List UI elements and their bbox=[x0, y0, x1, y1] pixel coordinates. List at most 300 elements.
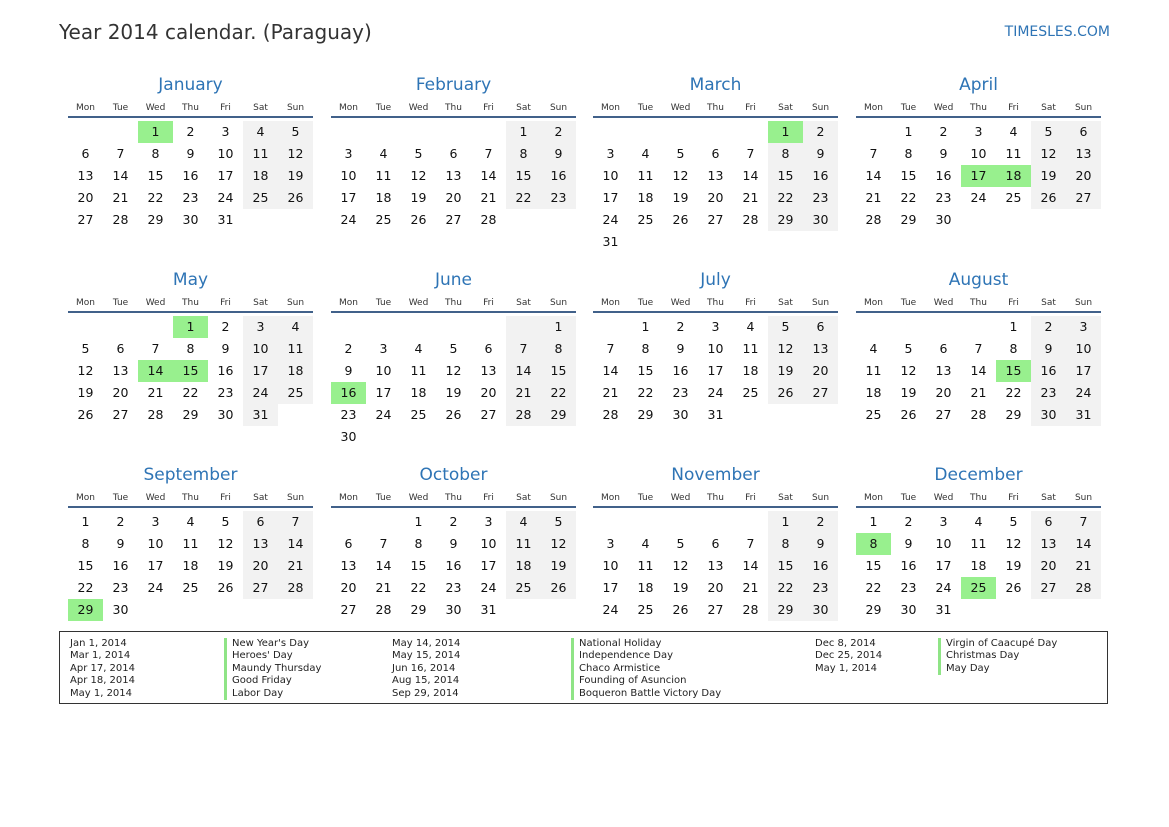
weekday-header: Sat bbox=[768, 100, 803, 118]
day-cell: 5 bbox=[1031, 121, 1066, 143]
day-cell: 23 bbox=[803, 577, 838, 599]
day-cell: 13 bbox=[1031, 533, 1066, 555]
day-cell: 9 bbox=[116, 536, 125, 551]
day-cell: 18 bbox=[970, 558, 987, 573]
day-cell: 24 bbox=[602, 602, 619, 617]
day-cell: 6 bbox=[1031, 511, 1066, 533]
empty-cell bbox=[698, 511, 733, 533]
day-cell: 16 bbox=[900, 558, 917, 573]
legend-date: Apr 18, 2014 bbox=[70, 675, 136, 687]
month-july bbox=[593, 266, 838, 426]
day-cell: 2 bbox=[221, 319, 230, 334]
month-grid bbox=[331, 295, 576, 448]
month-name: December bbox=[934, 465, 1023, 485]
day-cell: 5 bbox=[676, 146, 685, 161]
day-cell: 3 bbox=[1066, 316, 1101, 338]
day-cell: 20 bbox=[1031, 555, 1066, 577]
weekday-header: Mon bbox=[331, 100, 366, 118]
weekday-header: Tue bbox=[366, 100, 401, 118]
day-cell: 27 bbox=[112, 407, 129, 422]
holiday-day-cell: 1 bbox=[138, 121, 173, 143]
month-grid bbox=[593, 490, 838, 621]
weekday-header: Wed bbox=[926, 490, 961, 508]
weekday-header: Tue bbox=[366, 295, 401, 313]
day-cell: 14 bbox=[480, 168, 497, 183]
legend-holiday-name: Chaco Armistice bbox=[571, 663, 721, 675]
day-cell: 4 bbox=[278, 316, 313, 338]
day-cell: 20 bbox=[1066, 165, 1101, 187]
day-cell: 5 bbox=[904, 341, 913, 356]
weekday-header: Sat bbox=[506, 295, 541, 313]
day-cell: 9 bbox=[939, 146, 948, 161]
day-cell: 12 bbox=[217, 536, 234, 551]
legend-date: Dec 8, 2014 bbox=[815, 638, 876, 649]
legend-holiday-name: Boqueron Battle Victory Day bbox=[571, 688, 721, 700]
empty-cell bbox=[436, 316, 471, 338]
weekday-header: Sun bbox=[541, 490, 576, 508]
day-cell: 19 bbox=[672, 190, 689, 205]
day-cell: 22 bbox=[900, 190, 917, 205]
holiday-day-cell: 16 bbox=[331, 382, 366, 404]
day-cell: 6 bbox=[243, 511, 278, 533]
day-cell: 14 bbox=[742, 168, 759, 183]
day-cell: 9 bbox=[904, 536, 913, 551]
month-grid bbox=[593, 295, 838, 426]
weekday-header: Mon bbox=[68, 490, 103, 508]
day-cell: 27 bbox=[340, 602, 357, 617]
day-cell: 28 bbox=[112, 212, 129, 227]
day-cell: 2 bbox=[939, 124, 948, 139]
weekday-header: Sat bbox=[243, 490, 278, 508]
day-cell: 2 bbox=[541, 121, 576, 143]
day-cell: 7 bbox=[116, 146, 125, 161]
day-cell: 7 bbox=[606, 341, 615, 356]
day-cell: 11 bbox=[182, 536, 199, 551]
day-cell: 19 bbox=[445, 385, 462, 400]
day-cell: 5 bbox=[221, 514, 230, 529]
day-cell: 9 bbox=[803, 533, 838, 555]
holiday-day-cell: 25 bbox=[961, 577, 996, 599]
month-name: November bbox=[671, 465, 760, 485]
day-cell: 1 bbox=[641, 319, 650, 334]
day-cell: 23 bbox=[900, 580, 917, 595]
day-cell: 11 bbox=[742, 341, 759, 356]
day-cell: 21 bbox=[970, 385, 987, 400]
holiday-day-cell: 8 bbox=[856, 533, 891, 555]
day-cell: 27 bbox=[77, 212, 94, 227]
day-cell: 20 bbox=[707, 190, 724, 205]
day-cell: 9 bbox=[344, 363, 353, 378]
day-cell: 7 bbox=[151, 341, 160, 356]
weekday-header: Thu bbox=[173, 100, 208, 118]
day-cell: 19 bbox=[672, 580, 689, 595]
legend-date: May 1, 2014 bbox=[70, 687, 133, 699]
day-cell: 23 bbox=[1031, 382, 1066, 404]
empty-cell bbox=[628, 121, 663, 143]
day-cell: 5 bbox=[278, 121, 313, 143]
month-november bbox=[593, 461, 838, 621]
day-cell: 17 bbox=[243, 360, 278, 382]
day-cell: 13 bbox=[445, 168, 462, 183]
day-cell: 30 bbox=[445, 602, 462, 617]
day-cell: 22 bbox=[1005, 385, 1022, 400]
day-cell: 10 bbox=[1066, 338, 1101, 360]
day-cell: 4 bbox=[974, 514, 983, 529]
day-cell: 12 bbox=[672, 558, 689, 573]
day-cell: 18 bbox=[243, 165, 278, 187]
day-cell: 25 bbox=[375, 212, 392, 227]
day-cell: 5 bbox=[414, 146, 423, 161]
day-cell: 8 bbox=[541, 338, 576, 360]
day-cell: 17 bbox=[602, 580, 619, 595]
day-cell: 24 bbox=[147, 580, 164, 595]
site-link[interactable]: TIMESLES.COM bbox=[1004, 24, 1110, 40]
day-cell: 21 bbox=[375, 580, 392, 595]
month-name: February bbox=[415, 75, 492, 95]
empty-cell bbox=[366, 511, 401, 533]
day-cell: 16 bbox=[1031, 360, 1066, 382]
day-cell: 2 bbox=[676, 319, 685, 334]
day-cell: 15 bbox=[865, 558, 882, 573]
month-grid bbox=[593, 100, 838, 253]
weekday-header: Wed bbox=[401, 490, 436, 508]
legend-date: May 14, 2014 bbox=[392, 638, 461, 649]
day-cell: 30 bbox=[217, 407, 234, 422]
day-cell: 24 bbox=[970, 190, 987, 205]
weekday-header: Fri bbox=[471, 100, 506, 118]
weekday-header: Fri bbox=[208, 100, 243, 118]
day-cell: 31 bbox=[935, 602, 952, 617]
day-cell: 1 bbox=[1009, 319, 1018, 334]
day-cell: 16 bbox=[445, 558, 462, 573]
day-cell: 20 bbox=[112, 385, 129, 400]
day-cell: 31 bbox=[707, 407, 724, 422]
page-title: Year 2014 calendar. (Paraguay) bbox=[59, 20, 372, 44]
month-name: September bbox=[143, 465, 238, 485]
day-cell: 19 bbox=[410, 190, 427, 205]
day-cell: 27 bbox=[1066, 187, 1101, 209]
month-grid bbox=[68, 100, 313, 231]
day-cell: 23 bbox=[672, 385, 689, 400]
month-name: July bbox=[700, 270, 731, 290]
day-cell: 3 bbox=[711, 319, 720, 334]
legend-date: Jan 1, 2014 bbox=[70, 638, 127, 649]
day-cell: 4 bbox=[414, 341, 423, 356]
weekday-header: Tue bbox=[103, 295, 138, 313]
day-cell: 29 bbox=[1005, 407, 1022, 422]
day-cell: 4 bbox=[506, 511, 541, 533]
day-cell: 20 bbox=[243, 555, 278, 577]
day-cell: 30 bbox=[340, 429, 357, 444]
weekday-header: Tue bbox=[103, 100, 138, 118]
day-cell: 3 bbox=[974, 124, 983, 139]
weekday-header: Sun bbox=[541, 100, 576, 118]
day-cell: 26 bbox=[1031, 187, 1066, 209]
day-cell: 7 bbox=[1066, 511, 1101, 533]
day-cell: 17 bbox=[707, 363, 724, 378]
day-cell: 2 bbox=[344, 341, 353, 356]
empty-cell bbox=[401, 316, 436, 338]
day-cell: 23 bbox=[217, 385, 234, 400]
day-cell: 15 bbox=[147, 168, 164, 183]
day-cell: 22 bbox=[182, 385, 199, 400]
day-cell: 27 bbox=[480, 407, 497, 422]
legend-holiday-name: National Holiday bbox=[571, 638, 721, 650]
day-cell: 11 bbox=[865, 363, 882, 378]
day-cell: 2 bbox=[1031, 316, 1066, 338]
day-cell: 31 bbox=[217, 212, 234, 227]
weekday-header: Thu bbox=[961, 295, 996, 313]
day-cell: 28 bbox=[742, 212, 759, 227]
day-cell: 7 bbox=[974, 341, 983, 356]
day-cell: 21 bbox=[278, 555, 313, 577]
holiday-day-cell: 17 bbox=[961, 165, 996, 187]
day-cell: 11 bbox=[1005, 146, 1022, 161]
legend-holiday-name: Labor Day bbox=[224, 688, 321, 700]
weekday-header: Sat bbox=[1031, 490, 1066, 508]
day-cell: 12 bbox=[672, 168, 689, 183]
day-cell: 14 bbox=[865, 168, 882, 183]
weekday-header: Sun bbox=[278, 490, 313, 508]
day-cell: 25 bbox=[637, 212, 654, 227]
day-cell: 26 bbox=[410, 212, 427, 227]
weekday-header: Sat bbox=[243, 100, 278, 118]
day-cell: 25 bbox=[637, 602, 654, 617]
weekday-header: Mon bbox=[856, 295, 891, 313]
day-cell: 11 bbox=[637, 558, 654, 573]
day-cell: 1 bbox=[768, 511, 803, 533]
day-cell: 15 bbox=[768, 165, 803, 187]
weekday-header: Tue bbox=[891, 295, 926, 313]
day-cell: 6 bbox=[803, 316, 838, 338]
day-cell: 7 bbox=[379, 536, 388, 551]
day-cell: 13 bbox=[935, 363, 952, 378]
empty-cell bbox=[331, 316, 366, 338]
day-cell: 12 bbox=[410, 168, 427, 183]
day-cell: 25 bbox=[506, 577, 541, 599]
weekday-header: Sat bbox=[506, 490, 541, 508]
month-grid bbox=[856, 295, 1101, 426]
legend-names-column bbox=[938, 638, 1057, 675]
weekday-header: Sun bbox=[1066, 100, 1101, 118]
day-cell: 4 bbox=[746, 319, 755, 334]
empty-cell bbox=[471, 316, 506, 338]
day-cell: 6 bbox=[449, 146, 458, 161]
day-cell: 13 bbox=[1066, 143, 1101, 165]
weekday-header: Mon bbox=[68, 295, 103, 313]
day-cell: 29 bbox=[147, 212, 164, 227]
empty-cell bbox=[593, 316, 628, 338]
day-cell: 24 bbox=[480, 580, 497, 595]
weekday-header: Fri bbox=[733, 490, 768, 508]
weekday-header: Thu bbox=[173, 295, 208, 313]
weekday-header: Thu bbox=[436, 490, 471, 508]
weekday-header: Fri bbox=[208, 295, 243, 313]
day-cell: 29 bbox=[541, 404, 576, 426]
day-cell: 26 bbox=[672, 602, 689, 617]
day-cell: 23 bbox=[803, 187, 838, 209]
day-cell: 27 bbox=[707, 212, 724, 227]
day-cell: 30 bbox=[112, 602, 129, 617]
month-name: January bbox=[158, 75, 223, 95]
day-cell: 30 bbox=[1031, 404, 1066, 426]
day-cell: 19 bbox=[1005, 558, 1022, 573]
day-cell: 28 bbox=[865, 212, 882, 227]
weekday-header: Fri bbox=[733, 295, 768, 313]
legend-holiday-name: Virgin of Caacupé Day bbox=[938, 638, 1057, 650]
day-cell: 23 bbox=[935, 190, 952, 205]
day-cell: 6 bbox=[484, 341, 493, 356]
day-cell: 10 bbox=[602, 558, 619, 573]
day-cell: 16 bbox=[672, 363, 689, 378]
day-cell: 8 bbox=[768, 533, 803, 555]
day-cell: 10 bbox=[217, 146, 234, 161]
weekday-header: Fri bbox=[733, 100, 768, 118]
day-cell: 3 bbox=[344, 146, 353, 161]
weekday-header: Thu bbox=[961, 490, 996, 508]
day-cell: 14 bbox=[278, 533, 313, 555]
day-cell: 13 bbox=[480, 363, 497, 378]
day-cell: 14 bbox=[375, 558, 392, 573]
day-cell: 2 bbox=[449, 514, 458, 529]
day-cell: 9 bbox=[541, 143, 576, 165]
weekday-header: Sun bbox=[803, 100, 838, 118]
weekday-header: Fri bbox=[996, 295, 1031, 313]
day-cell: 12 bbox=[77, 363, 94, 378]
day-cell: 27 bbox=[445, 212, 462, 227]
day-cell: 13 bbox=[707, 168, 724, 183]
day-cell: 25 bbox=[182, 580, 199, 595]
day-cell: 10 bbox=[935, 536, 952, 551]
day-cell: 15 bbox=[506, 165, 541, 187]
day-cell: 11 bbox=[278, 338, 313, 360]
legend-names-column bbox=[571, 638, 721, 700]
empty-cell bbox=[331, 121, 366, 143]
day-cell: 1 bbox=[904, 124, 913, 139]
day-cell: 12 bbox=[541, 533, 576, 555]
weekday-header: Sun bbox=[1066, 295, 1101, 313]
weekday-header: Mon bbox=[68, 100, 103, 118]
day-cell: 21 bbox=[1066, 555, 1101, 577]
empty-cell bbox=[366, 316, 401, 338]
weekday-header: Wed bbox=[663, 100, 698, 118]
legend-date: May 1, 2014 bbox=[815, 662, 878, 674]
day-cell: 29 bbox=[900, 212, 917, 227]
legend-holiday-name: Maundy Thursday bbox=[224, 663, 321, 675]
month-june bbox=[331, 266, 576, 448]
empty-cell bbox=[68, 121, 103, 143]
weekday-header: Fri bbox=[996, 490, 1031, 508]
day-cell: 10 bbox=[480, 536, 497, 551]
day-cell: 4 bbox=[186, 514, 195, 529]
day-cell: 8 bbox=[1009, 341, 1018, 356]
empty-cell bbox=[471, 121, 506, 143]
day-cell: 3 bbox=[221, 124, 230, 139]
day-cell: 25 bbox=[278, 382, 313, 404]
day-cell: 22 bbox=[77, 580, 94, 595]
day-cell: 24 bbox=[707, 385, 724, 400]
weekday-header: Mon bbox=[856, 490, 891, 508]
weekday-header: Tue bbox=[891, 100, 926, 118]
day-cell: 3 bbox=[151, 514, 160, 529]
day-cell: 25 bbox=[742, 385, 759, 400]
month-january bbox=[68, 71, 313, 231]
day-cell: 28 bbox=[742, 602, 759, 617]
month-grid bbox=[856, 490, 1101, 621]
day-cell: 24 bbox=[243, 382, 278, 404]
day-cell: 16 bbox=[112, 558, 129, 573]
day-cell: 22 bbox=[541, 382, 576, 404]
month-grid bbox=[68, 490, 313, 621]
month-grid bbox=[68, 295, 313, 426]
day-cell: 23 bbox=[445, 580, 462, 595]
day-cell: 10 bbox=[243, 338, 278, 360]
weekday-header: Sun bbox=[803, 295, 838, 313]
legend-holiday-name: May Day bbox=[938, 663, 1057, 675]
empty-cell bbox=[401, 121, 436, 143]
legend-dates-column bbox=[70, 638, 135, 700]
day-cell: 2 bbox=[116, 514, 125, 529]
day-cell: 19 bbox=[77, 385, 94, 400]
day-cell: 16 bbox=[803, 555, 838, 577]
day-cell: 20 bbox=[935, 385, 952, 400]
day-cell: 28 bbox=[1066, 577, 1101, 599]
weekday-header: Sat bbox=[243, 295, 278, 313]
day-cell: 21 bbox=[602, 385, 619, 400]
empty-cell bbox=[856, 121, 891, 143]
day-cell: 18 bbox=[506, 555, 541, 577]
legend-holiday-name: Christmas Day bbox=[938, 650, 1057, 662]
day-cell: 18 bbox=[375, 190, 392, 205]
day-cell: 15 bbox=[77, 558, 94, 573]
legend-date: May 15, 2014 bbox=[392, 650, 461, 662]
day-cell: 13 bbox=[77, 168, 94, 183]
weekday-header: Thu bbox=[698, 490, 733, 508]
day-cell: 18 bbox=[278, 360, 313, 382]
day-cell: 8 bbox=[904, 146, 913, 161]
day-cell: 3 bbox=[243, 316, 278, 338]
day-cell: 30 bbox=[900, 602, 917, 617]
day-cell: 2 bbox=[186, 124, 195, 139]
legend-dates-column bbox=[815, 638, 882, 675]
empty-cell bbox=[733, 121, 768, 143]
day-cell: 10 bbox=[707, 341, 724, 356]
day-cell: 7 bbox=[869, 146, 878, 161]
day-cell: 5 bbox=[81, 341, 90, 356]
day-cell: 16 bbox=[217, 363, 234, 378]
day-cell: 2 bbox=[803, 511, 838, 533]
legend-date: Aug 15, 2014 bbox=[392, 675, 460, 687]
day-cell: 12 bbox=[900, 363, 917, 378]
day-cell: 14 bbox=[112, 168, 129, 183]
day-cell: 16 bbox=[182, 168, 199, 183]
weekday-header: Wed bbox=[663, 295, 698, 313]
day-cell: 15 bbox=[637, 363, 654, 378]
day-cell: 22 bbox=[865, 580, 882, 595]
day-cell: 20 bbox=[340, 580, 357, 595]
day-cell: 29 bbox=[865, 602, 882, 617]
empty-cell bbox=[961, 316, 996, 338]
weekday-header: Thu bbox=[698, 295, 733, 313]
day-cell: 9 bbox=[221, 341, 230, 356]
weekday-header: Tue bbox=[103, 490, 138, 508]
weekday-header: Mon bbox=[593, 100, 628, 118]
day-cell: 10 bbox=[970, 146, 987, 161]
day-cell: 5 bbox=[1009, 514, 1018, 529]
day-cell: 10 bbox=[602, 168, 619, 183]
month-september bbox=[68, 461, 313, 621]
day-cell: 14 bbox=[506, 360, 541, 382]
